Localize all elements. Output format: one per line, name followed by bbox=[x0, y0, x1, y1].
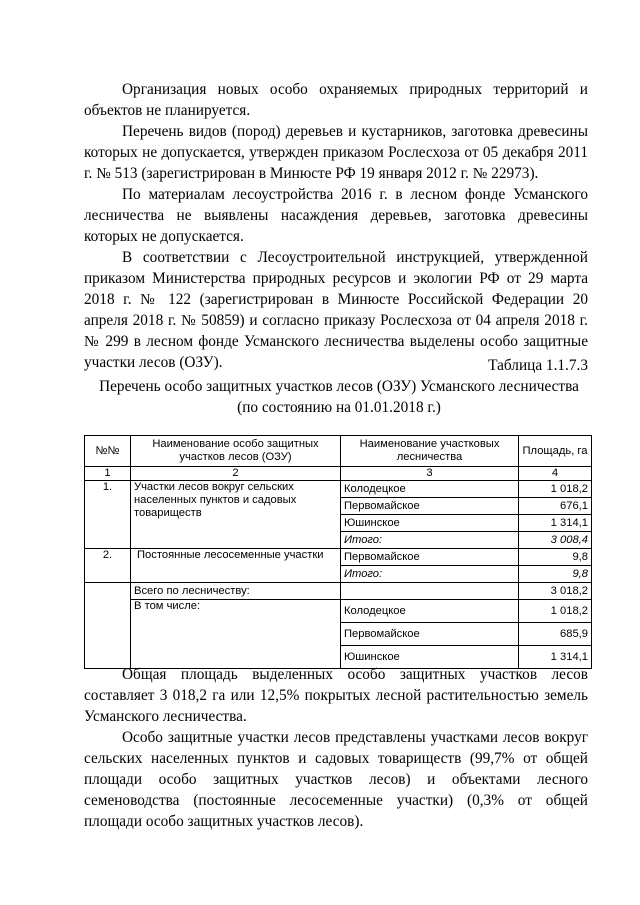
total-row bbox=[85, 583, 592, 600]
subtotal-value: 3 008,4 bbox=[519, 532, 592, 549]
area-cell: 1 314,1 bbox=[519, 515, 592, 532]
forestry-cell: Юшинское bbox=[341, 515, 519, 532]
area-cell: 676,1 bbox=[519, 498, 592, 515]
paragraph-species-list: Перечень видов (пород) деревьев и кустарников, заготовка древесины которых не допускается, утвержден приказом Рослесхоза от 05 декабря 2011 г. № 513 (зарегистрирован в Минюсте РФ 19 января 2012 г. № 22973). bbox=[84, 123, 588, 182]
column-number: 2 bbox=[131, 467, 341, 481]
area-cell: 685,9 bbox=[519, 623, 592, 646]
table-title: Перечень особо защитных участков лесов (ОЗУ) Усманского лесничества bbox=[99, 378, 579, 395]
paragraph-ozu-structure: Особо защитные участки лесов представлены участками лесов вокруг сельских населенных пунктов и садовых товариществ (99,7% от общей площади особо защитных участков лесов) и объектами лесного семеноводства (постоянные лесосеменные участки) (0,3% от общей площади особо защитных участков лесов). bbox=[84, 729, 588, 830]
row-number: 2. bbox=[85, 549, 131, 583]
total-label: Всего по лесничеству: bbox=[131, 583, 341, 600]
paragraph-forest-inventory: По материалам лесоустройства 2016 г. в лесном фонде Усманского лесничества не выявлены насаждения деревьев, заготовка древесины которых не допускается. bbox=[84, 186, 588, 245]
forestry-cell: Юшинское bbox=[341, 646, 519, 669]
column-number: 4 bbox=[519, 467, 592, 481]
header-number: №№ bbox=[85, 436, 131, 467]
empty-cell bbox=[341, 583, 519, 600]
column-number-row bbox=[85, 467, 592, 481]
paragraph-total-area: Общая площадь выделенных особо защитных участков лесов составляет 3 018,2 га или 12,5% покрытых лесной растительностью земель Усманского лесничества. bbox=[84, 666, 588, 725]
paragraph-ozu-allocation: В соответствии с Лесоустроительной инструкцией, утвержденной приказом Министерства природных ресурсов и экологии РФ от 29 марта 2018 г. № 122 (зарегистрирован в Минюсте Российской Федерации 20 апреля 2018 г. № 50859) и согласно приказу Рослесхоза от 04 апреля 2018 г. № 299 в лесном фонде Усманского лесничества выделены особо защитные участки лесов (ОЗУ). bbox=[84, 249, 588, 371]
forestry-cell: Первомайское bbox=[341, 498, 519, 515]
table-row bbox=[85, 481, 592, 498]
forestry-cell: Колодецкое bbox=[341, 600, 519, 623]
forestry-cell: Колодецкое bbox=[341, 481, 519, 498]
table-number: Таблица 1.1.7.3 bbox=[488, 357, 588, 374]
ozu-name-cell: Постоянные лесосеменные участки bbox=[131, 549, 341, 583]
header-area: Площадь, га bbox=[519, 436, 592, 467]
ozu-name-cell: Участки лесов вокруг сельских населенных пунктов и садовых товариществ bbox=[131, 481, 341, 549]
subtotal-label: Итого: bbox=[341, 532, 519, 549]
table-row bbox=[85, 600, 592, 623]
forestry-cell: Первомайское bbox=[341, 549, 519, 566]
column-number: 1 bbox=[85, 467, 131, 481]
ozu-table bbox=[84, 435, 592, 669]
paragraph-oopt: Организация новых особо охраняемых природных территорий и объектов не планируется. bbox=[84, 81, 588, 119]
area-cell: 1 018,2 bbox=[519, 481, 592, 498]
area-cell: 9,8 bbox=[519, 549, 592, 566]
including-label: В том числе: bbox=[131, 600, 341, 669]
column-number: 3 bbox=[341, 467, 519, 481]
subtotal-value: 9,8 bbox=[519, 566, 592, 583]
header-forestry-name: Наименование участковых лесничества bbox=[341, 436, 519, 467]
area-cell: 1 018,2 bbox=[519, 600, 592, 623]
area-cell: 1 314,1 bbox=[519, 646, 592, 669]
total-value: 3 018,2 bbox=[519, 583, 592, 600]
header-ozu-name: Наименование особо защитных участков лесов (ОЗУ) bbox=[131, 436, 341, 467]
table-header-row bbox=[85, 436, 592, 467]
forestry-cell: Первомайское bbox=[341, 623, 519, 646]
empty-cell bbox=[85, 583, 131, 669]
table-row bbox=[85, 549, 592, 566]
subtotal-label: Итого: bbox=[341, 566, 519, 583]
table-subtitle: (по состоянию на 01.01.2018 г.) bbox=[237, 399, 441, 416]
row-number: 1. bbox=[85, 481, 131, 549]
